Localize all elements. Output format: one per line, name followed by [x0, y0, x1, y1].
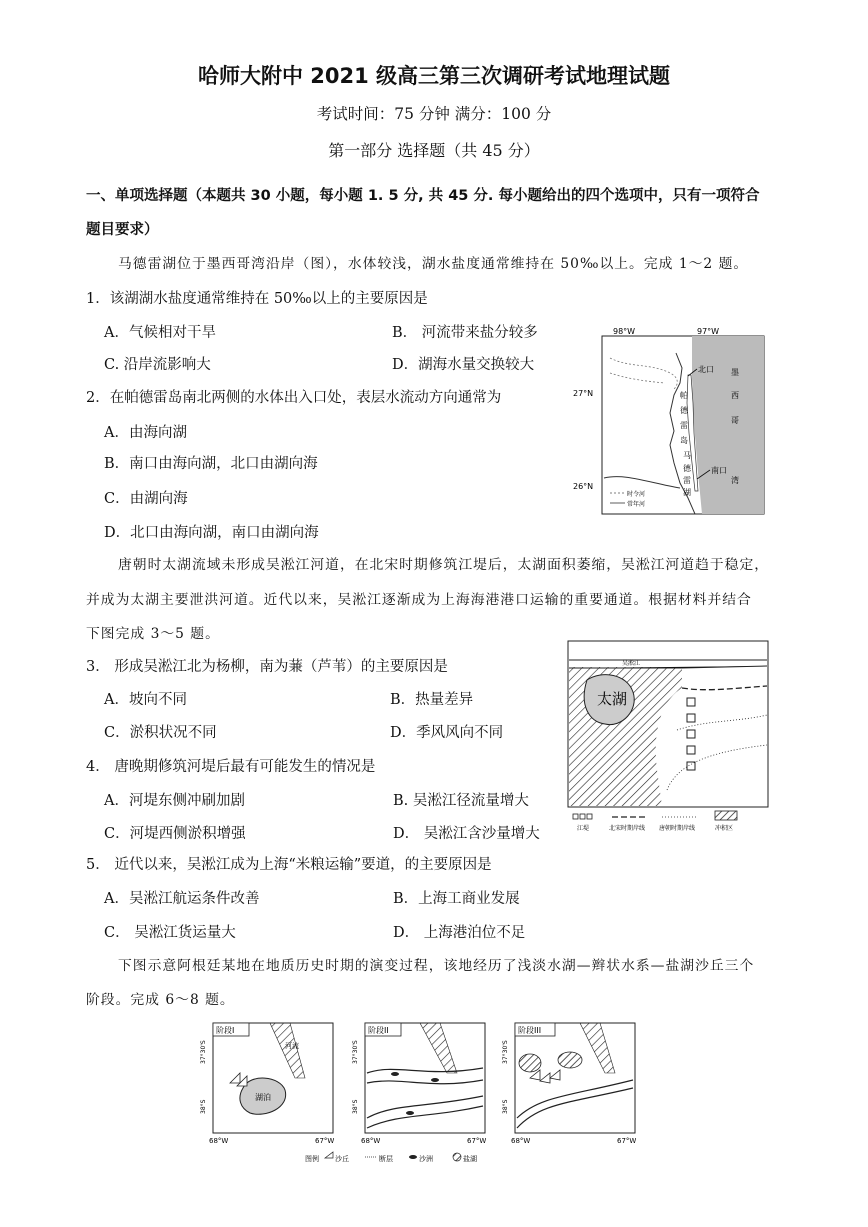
- stage-2-panel: [352, 1023, 486, 1145]
- material-2-line3: 下图完成 3～5 题。: [86, 626, 220, 642]
- material-3-line1: 下图示意阿根廷某地在地质历史时期的演变过程，该地经历了浅淡水湖—辫状水系—盐湖沙丘三个: [118, 958, 755, 974]
- gulf-char-1: 墨: [731, 368, 739, 377]
- stage-3-lat2: 38°S: [502, 1099, 509, 1114]
- question-4-option-d: D． 吴淞江含沙量增大: [393, 826, 540, 842]
- question-4-stem: 4． 唐晚期修筑河堤后最有可能发生的情况是: [86, 759, 376, 775]
- stage-3-label: 阶段III: [518, 1026, 542, 1035]
- lake-char-3: 雷: [683, 476, 691, 485]
- south-outlet-label: 南口: [711, 466, 727, 475]
- stage-1-lat1: 37°30'S: [200, 1040, 207, 1064]
- map2-legend-dyke: 江堤: [577, 825, 590, 832]
- map2-legend-tang-shoreline: 唐朝时期岸线: [659, 825, 696, 832]
- map1-legend-seasonal-river: 时令河: [627, 491, 646, 498]
- gulf-char-4: 湾: [731, 476, 739, 485]
- map2-legend-alluvial: 冲积区: [715, 825, 734, 832]
- question-1-stem: 1．该湖湖水盐度通常维持在 50‰以上的主要原因是: [86, 291, 428, 307]
- question-4-option-a: A．河堤东侧冲刷加剧: [104, 793, 245, 809]
- stage-1-lake-label: 湖泊: [255, 1093, 271, 1102]
- salt-lake-1: [519, 1054, 541, 1072]
- map3-legend-title: 图例: [305, 1155, 319, 1163]
- map3-legend-fault: 断层: [379, 1155, 393, 1163]
- stage-1-panel: [200, 1023, 334, 1145]
- section-heading-line1: 一、单项选择题（本题共 30 小题，每小题 1. 5 分, 共 45 分. 每小题给出的四个选项中，只有一项符合: [86, 188, 760, 204]
- material-2-line1: 唐朝时太湖流域未形成吴淞江河道，在北宋时期修筑江堤后，太湖面积萎缩，吴淞江河道趋于稳定，: [118, 557, 770, 573]
- map3-legend-saltlake: 盐湖: [463, 1155, 477, 1163]
- question-2-stem: 2．在帕德雷岛南北两侧的水体出入口处，表层水流动方向通常为: [86, 390, 502, 406]
- question-1-option-c: C. 沿岸流影响大: [104, 357, 211, 373]
- question-2-option-b: B．南口由海向湖，北口由湖向海: [104, 456, 318, 472]
- map3-legend-sandbar: 沙洲: [419, 1155, 433, 1163]
- section-heading-line2: 题目要求）: [86, 222, 159, 238]
- stage-2-lon2: 67°W: [467, 1137, 487, 1145]
- stage-3-panel: [502, 1023, 636, 1145]
- material-2-line2: 并成为太湖主要泄洪河道。近代以来，吴淞江逐渐成为上海海港港口运输的重要通道。根据材料并结合: [86, 592, 752, 608]
- page-title: 哈师大附中 2021 级高三第三次调研考试地理试题: [197, 64, 671, 88]
- gulf-char-2: 西: [731, 391, 739, 400]
- exam-time-score: 考试时间：75 分钟 满分：100 分: [316, 105, 552, 123]
- lake-char-2: 德: [683, 464, 691, 473]
- island-char-3: 雷: [680, 421, 688, 430]
- wusong-river-label: 吴淞江: [622, 660, 641, 667]
- map1-lat-26: 26°N: [573, 482, 594, 491]
- question-2-option-d: D．北口由海向湖，南口由湖向海: [104, 525, 319, 541]
- stage-1-lon1: 68°W: [209, 1137, 229, 1145]
- stage-2-lon1: 68°W: [361, 1137, 381, 1145]
- lake-char-1: 马: [683, 451, 691, 460]
- stage-2-lat2: 38°S: [352, 1099, 359, 1114]
- question-5-option-a: A．吴淞江航运条件改善: [104, 891, 260, 907]
- question-1-option-a: A．气候相对干旱: [104, 325, 216, 341]
- stage-1-label: 阶段I: [216, 1026, 235, 1035]
- salt-lake-2: [558, 1052, 582, 1068]
- island-char-2: 德: [680, 406, 688, 415]
- question-4-option-b: B. 吴淞江径流量增大: [393, 793, 529, 809]
- stage-1-lat2: 38°S: [200, 1099, 207, 1114]
- island-char-1: 帕: [680, 391, 688, 400]
- north-outlet-label: 北口: [698, 365, 714, 374]
- island-char-4: 岛: [680, 436, 688, 445]
- question-3-option-a: A．坡向不同: [104, 692, 187, 708]
- stage-1-lon2: 67°W: [315, 1137, 335, 1145]
- map2-legend-song-shoreline: 北宋时期岸线: [609, 825, 646, 832]
- question-1-option-d: D．湖海水量交换较大: [392, 357, 535, 373]
- map1-legend-perennial-river: 常年河: [627, 501, 646, 508]
- question-5-stem: 5． 近代以来，吴淞江成为上海“米粮运输”要道，的主要原因是: [86, 857, 492, 873]
- map-laguna-madre: [570, 323, 770, 518]
- question-5-option-b: B．上海工商业发展: [393, 891, 520, 907]
- question-3-option-c: C．淤积状况不同: [104, 725, 217, 741]
- question-4-option-c: C．河堤西侧淤积增强: [104, 826, 246, 842]
- question-2-option-c: C．由湖向海: [104, 491, 188, 507]
- question-5-option-c: C． 吴淞江货运量大: [104, 925, 236, 941]
- stage-3-lat1: 37°30'S: [502, 1040, 509, 1064]
- material-1: 马德雷湖位于墨西哥湾沿岸（图），水体较浅，湖水盐度通常维持在 50‰以上。完成 1～2 题。: [118, 256, 749, 272]
- lake-char-4: 湖: [683, 488, 691, 497]
- map3-legend-dune: 沙丘: [335, 1155, 349, 1163]
- map1-lon-98: 98°W: [613, 327, 636, 336]
- material-3-line2: 阶段。完成 6～8 题。: [86, 992, 235, 1008]
- map-argentina-stages: [195, 1018, 655, 1168]
- stage-3-lon1: 68°W: [511, 1137, 531, 1145]
- map1-lon-97: 97°W: [697, 327, 720, 336]
- question-1-option-b: B． 河流带来盐分较多: [392, 325, 538, 341]
- question-5-option-d: D． 上海港泊位不足: [393, 925, 526, 941]
- question-3-option-d: D．季风风向不同: [390, 725, 504, 741]
- stage-2-lat1: 37°30'S: [352, 1040, 359, 1064]
- map3-legend: [305, 1152, 477, 1163]
- map-taihu-wusong: [567, 640, 769, 835]
- stage-3-lon2: 67°W: [617, 1137, 637, 1145]
- part-heading: 第一部分 选择题（共 45 分）: [328, 141, 540, 160]
- question-3-stem: 3． 形成吴淞江北为杨柳，南为蒹（芦苇）的主要原因是: [86, 659, 448, 675]
- stage-2-label: 阶段II: [368, 1026, 389, 1035]
- taihu-lake-label: 太湖: [597, 690, 628, 708]
- question-2-option-a: A．由海向湖: [104, 425, 187, 441]
- map1-lat-27: 27°N: [573, 389, 594, 398]
- gulf-char-3: 哥: [731, 416, 739, 425]
- question-3-option-b: B．热量差异: [390, 692, 474, 708]
- stage-1-river-label: 河流: [285, 1042, 299, 1050]
- gulf-sea-area: [692, 336, 764, 514]
